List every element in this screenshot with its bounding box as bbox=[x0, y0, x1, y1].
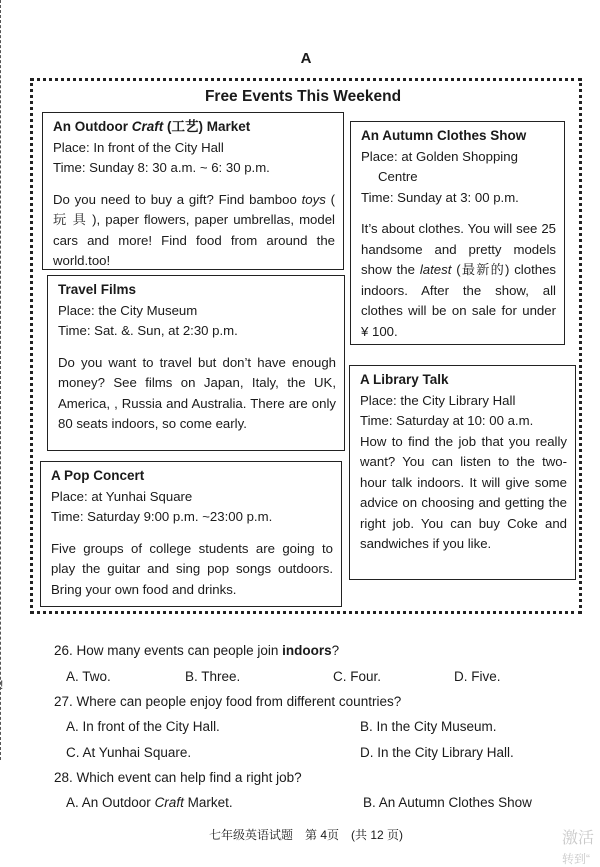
events-title: Free Events This Weekend bbox=[204, 88, 402, 105]
travel-films-title: Travel Films bbox=[58, 282, 137, 297]
travel-films-box bbox=[47, 275, 345, 451]
craft-market-box bbox=[42, 112, 344, 270]
q27-stem: 27. Where can people enjoy food from different countries? bbox=[54, 694, 402, 709]
q26-option-c[interactable]: C. Four. bbox=[333, 669, 382, 684]
clothes-show-place-cont: Centre bbox=[378, 169, 418, 184]
clothes-show-time: Time: Sunday at 3: 00 p.m. bbox=[361, 189, 519, 205]
library-talk-place: Place: the City Library Hall bbox=[360, 392, 516, 408]
q28-option-b[interactable]: B. An Autumn Clothes Show bbox=[363, 795, 532, 810]
q27-option-d[interactable]: D. In the City Library Hall. bbox=[360, 745, 514, 760]
q28-option-a[interactable]: A. An Outdoor Craft Market. bbox=[66, 795, 233, 810]
library-talk-description: How to find the job that you really want? You can listen to the two-hour talk indoors. It will give some advice on choosing and getting the right job. You can buy Coke and sandwiches if you like. bbox=[360, 433, 567, 551]
clothes-show-box bbox=[350, 121, 565, 345]
pop-concert-time: Time: Saturday 9:00 p.m. ~23:00 p.m. bbox=[51, 509, 273, 524]
craft-market-place: Place: In front of the City Hall bbox=[53, 139, 224, 155]
activation-watermark: 激活 bbox=[562, 830, 595, 847]
page-edge-divider bbox=[0, 0, 4, 760]
library-talk-time: Time: Saturday at 10: 00 a.m. bbox=[360, 413, 534, 428]
margin-mark: ! bbox=[0, 678, 4, 692]
travel-films-description: Do you want to travel but don’t have enough money? See films on Japan, Italy, the UK, America, , Russia and Australia. There are only 80 seats indoors, so come early. bbox=[58, 354, 336, 431]
section-label: A bbox=[300, 50, 312, 67]
q27-option-a[interactable]: A. In front of the City Hall. bbox=[66, 719, 220, 734]
activation-watermark-sub: 转到“ bbox=[562, 852, 590, 866]
travel-films-time: Time: Sat. &. Sun, at 2:30 p.m. bbox=[58, 323, 238, 338]
pop-concert-title: A Pop Concert bbox=[51, 468, 145, 483]
q27-option-c[interactable]: C. At Yunhai Square. bbox=[66, 745, 192, 760]
craft-market-description: Do you need to buy a gift? Find bamboo toys ( 玩 具 ), paper flowers, paper umbrellas, model cars and more! Find food from around the world.too! bbox=[53, 191, 336, 268]
page-footer: 七年级英语试题 第 4页 (共 12 页) bbox=[208, 828, 404, 842]
q26-option-a[interactable]: A. Two. bbox=[66, 669, 111, 684]
pop-concert-place: Place: at Yunhai Square bbox=[51, 488, 193, 504]
q28-stem: 28. Which event can help find a right job? bbox=[54, 770, 302, 785]
q26-stem: 26. How many events can people join indoors? bbox=[54, 643, 340, 658]
clothes-show-title: An Autumn Clothes Show bbox=[361, 128, 527, 143]
library-talk-title: A Library Talk bbox=[360, 372, 449, 387]
pop-concert-box bbox=[40, 461, 342, 607]
craft-market-title: An Outdoor Craft (工艺) Market bbox=[53, 119, 251, 134]
q26-option-b[interactable]: B. Three. bbox=[185, 669, 241, 684]
clothes-show-place: Place: at Golden Shopping bbox=[361, 148, 518, 164]
pop-concert-description: Five groups of college students are going to play the guitar and sing pop songs outdoors. Bring your own food and drinks. bbox=[51, 540, 333, 597]
q26-option-d[interactable]: D. Five. bbox=[454, 669, 501, 684]
library-talk-box bbox=[349, 365, 576, 580]
travel-films-place: Place: the City Museum bbox=[58, 302, 198, 318]
craft-market-time: Time: Sunday 8: 30 a.m. ~ 6: 30 p.m. bbox=[53, 160, 270, 175]
clothes-show-description: It’s about clothes. You will see 25 handsome and pretty models show the latest (最新的) clothes indoors. After the show, all clothes will be on sale for under ¥ 100. bbox=[361, 221, 556, 339]
q27-option-b[interactable]: B. In the City Museum. bbox=[360, 719, 497, 734]
